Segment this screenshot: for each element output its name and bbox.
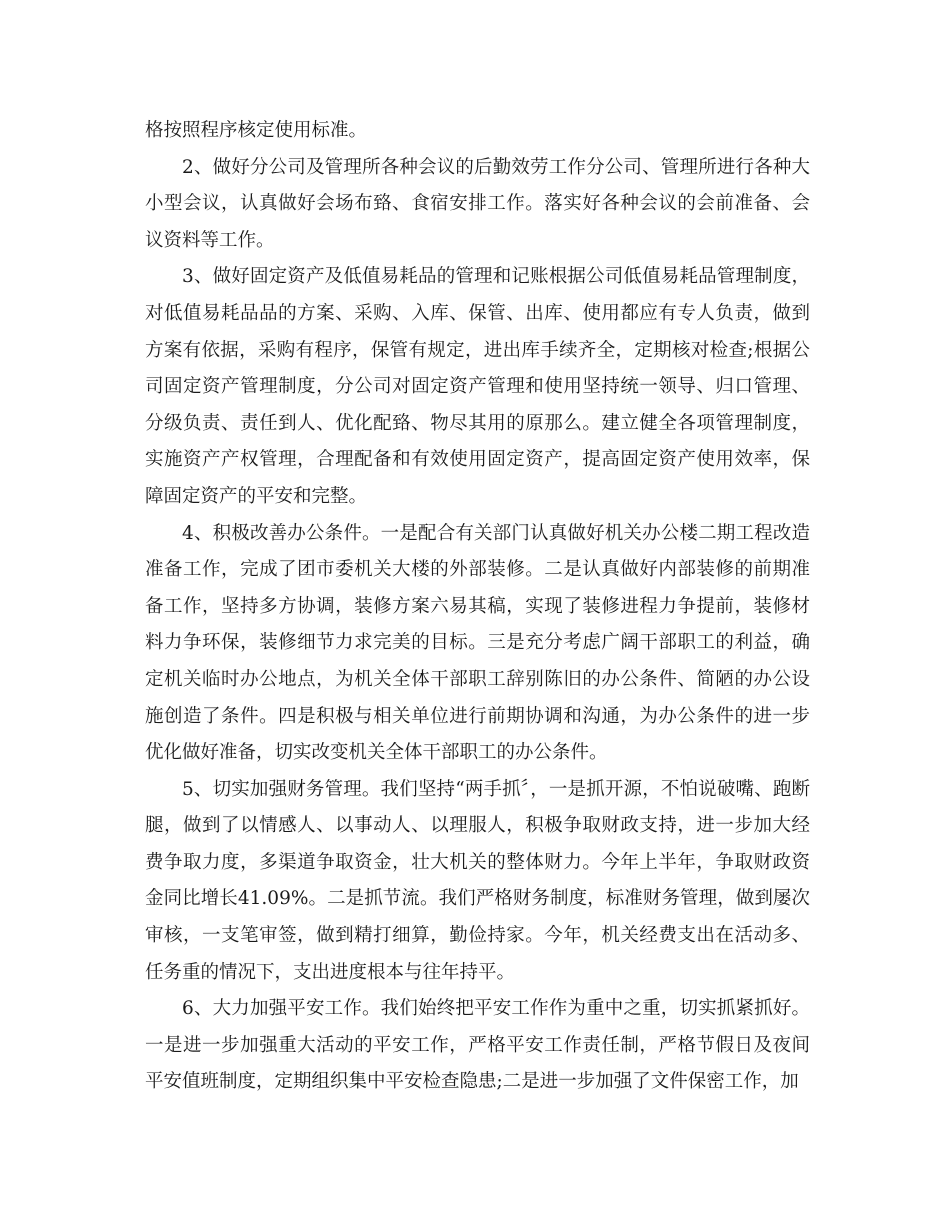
paragraph-5-financial-management: 5、切实加强财务管理。我们坚持“两手抓〞，一是抓开源，不怕说破嘴、跑断腿，做到了以情感人、以事动人、以理服人，积极争取财政支持，进一步加大经费争取力度，多渠道争取资金，壮大机关的整体财力。今年上半年，争取财政资金同比增长41.09%。二是抓节流。我们严格财务制度，标准财务管理，做到屡次审核，一支笔审签，做到精打细算，勤俭持家。今年，机关经费支出在活动多、任务重的情况下，支出进度根本与往年持平。 xyxy=(145,778,810,983)
paragraph-2-meeting-logistics: 2、做好分公司及管理所各种会议的后勤效劳工作分公司、管理所进行各种大小型会议，认真做好会场布臵、食宿安排工作。落实好各种会议的会前准备、会议资料等工作。 xyxy=(145,156,810,251)
paragraph-continuation: 格按照程序核定使用标准。 xyxy=(145,120,368,141)
paragraph-3-fixed-assets: 3、做好固定资产及低值易耗品的管理和记账根据公司低值易耗品管理制度，对低值易耗品品的方案、采购、入库、保管、出库、使用都应有专人负责，做到方案有依据，采购有程序，保管有规定，进出库手续齐全，定期核对检查;根据公司固定资产管理制度，分公司对固定资产管理和使用坚持统一领导、归口管理、分级负责、责任到人、优化配臵、物尽其用的原那么。建立健全各项管理制度，实施资产产权管理，合理配备和有效使用固定资产，提高固定资产使用效率，保障固定资产的平安和完整。 xyxy=(145,266,810,507)
paragraph-4-office-conditions: 4、积极改善办公条件。一是配合有关部门认真做好机关办公楼二期工程改造准备工作，完成了团市委机关大楼的外部装修。二是认真做好内部装修的前期准备工作，坚持多方协调，装修方案六易其稿，实现了装修进程力争提前，装修材料力争环保，装修细节力求完美的目标。三是充分考虑广阔干部职工的利益，确定机关临时办公地点，为机关全体干部职工辞别陈旧的办公条件、简陋的办公设施创造了条件。四是积极与相关单位进行前期协调和沟通，为办公条件的进一步优化做好准备，切实改变机关全体干部职工的办公条件。 xyxy=(145,522,810,764)
document-body xyxy=(145,113,810,1101)
paragraph-6-safety-work: 6、大力加强平安工作。我们始终把平安工作作为重中之重，切实抓紧抓好。一是进一步加强重大活动的平安工作，严格平安工作责任制，严格节假日及夜间平安值班制度，定期组织集中平安检查隐患;二是进一步加强了文件保密工作，加 xyxy=(145,998,810,1093)
